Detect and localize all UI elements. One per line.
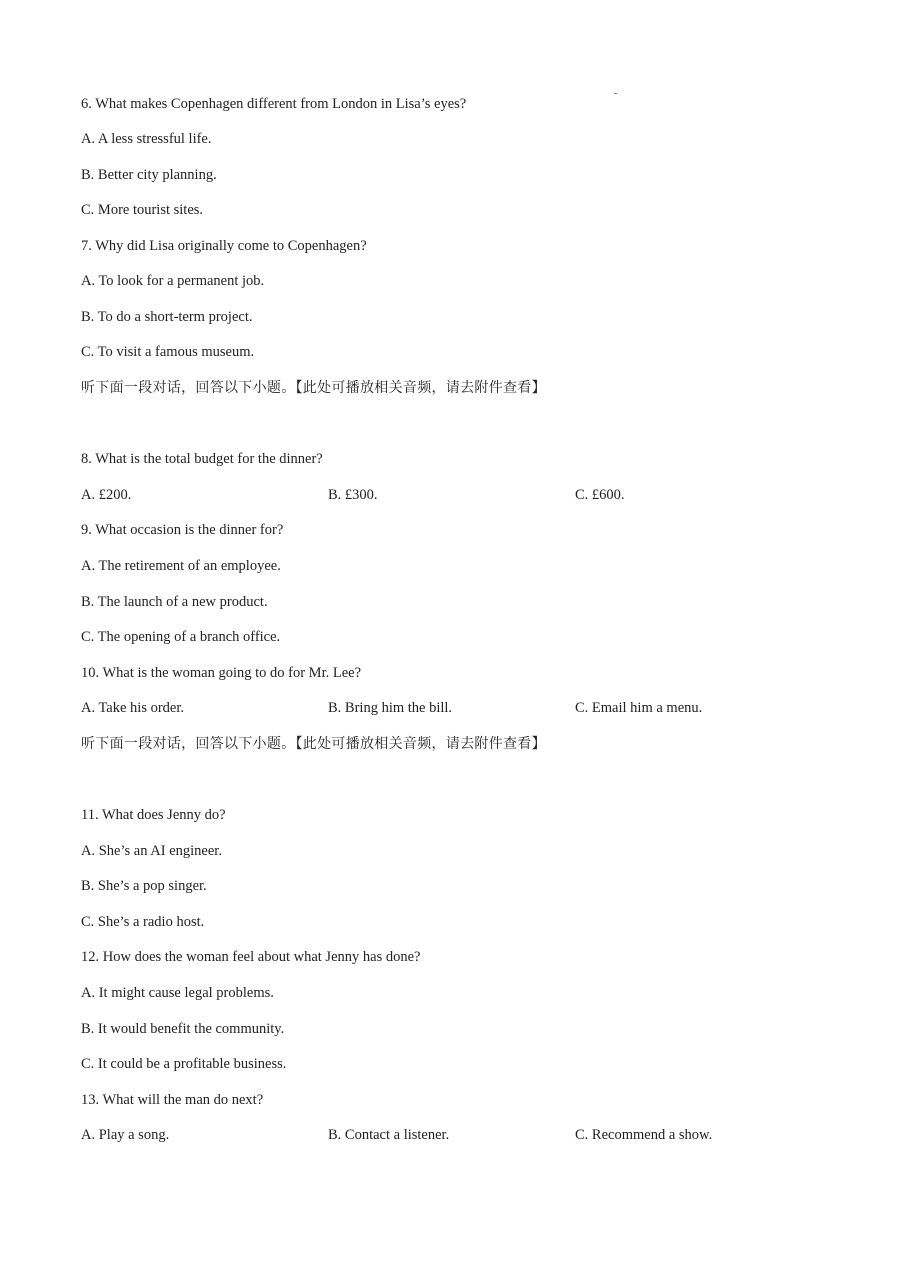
scan-speck [614,93,617,94]
question-6: 6. What makes Copenhagen different from London in Lisa’s eyes? [81,96,467,112]
question-11-option-b: B. She’s a pop singer. [81,878,207,894]
question-6-option-a: A. A less stressful life. [81,131,212,147]
question-7-option-c: C. To visit a famous museum. [81,344,255,360]
question-8-option-c: C. £600. [575,487,625,503]
listening-instruction-1: 听下面一段对话，回答以下小题。【此处可播放相关音频，请去附件查看】 [81,380,546,396]
question-13-option-c: C. Recommend a show. [575,1127,713,1143]
question-11-option-a: A. She’s an AI engineer. [81,843,222,859]
question-8: 8. What is the total budget for the dinner? [81,451,323,467]
question-12-option-a: A. It might cause legal problems. [81,985,274,1001]
question-12-option-c: C. It could be a profitable business. [81,1056,287,1072]
question-10-option-b: B. Bring him the bill. [328,700,453,716]
question-9-option-b: B. The launch of a new product. [81,594,268,610]
question-8-option-a: A. £200. [81,487,132,503]
question-9-option-c: C. The opening of a branch office. [81,629,281,645]
question-10-option-c: C. Email him a menu. [575,700,703,716]
question-13-option-a: A. Play a song. [81,1127,170,1143]
question-12-option-b: B. It would benefit the community. [81,1021,285,1037]
question-10: 10. What is the woman going to do for Mr. Lee? [81,665,362,681]
question-10-option-a: A. Take his order. [81,700,185,716]
question-12: 12. How does the woman feel about what Jenny has done? [81,949,421,965]
question-6-option-c: C. More tourist sites. [81,202,204,218]
question-6-option-b: B. Better city planning. [81,167,217,183]
question-11: 11. What does Jenny do? [81,807,226,823]
listening-instruction-2: 听下面一段对话，回答以下小题。【此处可播放相关音频，请去附件查看】 [81,736,546,752]
question-11-option-c: C. She’s a radio host. [81,914,205,930]
question-9: 9. What occasion is the dinner for? [81,522,284,538]
question-7-option-a: A. To look for a permanent job. [81,273,265,289]
question-8-option-b: B. £300. [328,487,378,503]
question-13: 13. What will the man do next? [81,1092,264,1108]
question-9-option-a: A. The retirement of an employee. [81,558,281,574]
question-7-option-b: B. To do a short-term project. [81,309,253,325]
question-7: 7. Why did Lisa originally come to Copenhagen? [81,238,367,254]
question-13-option-b: B. Contact a listener. [328,1127,450,1143]
